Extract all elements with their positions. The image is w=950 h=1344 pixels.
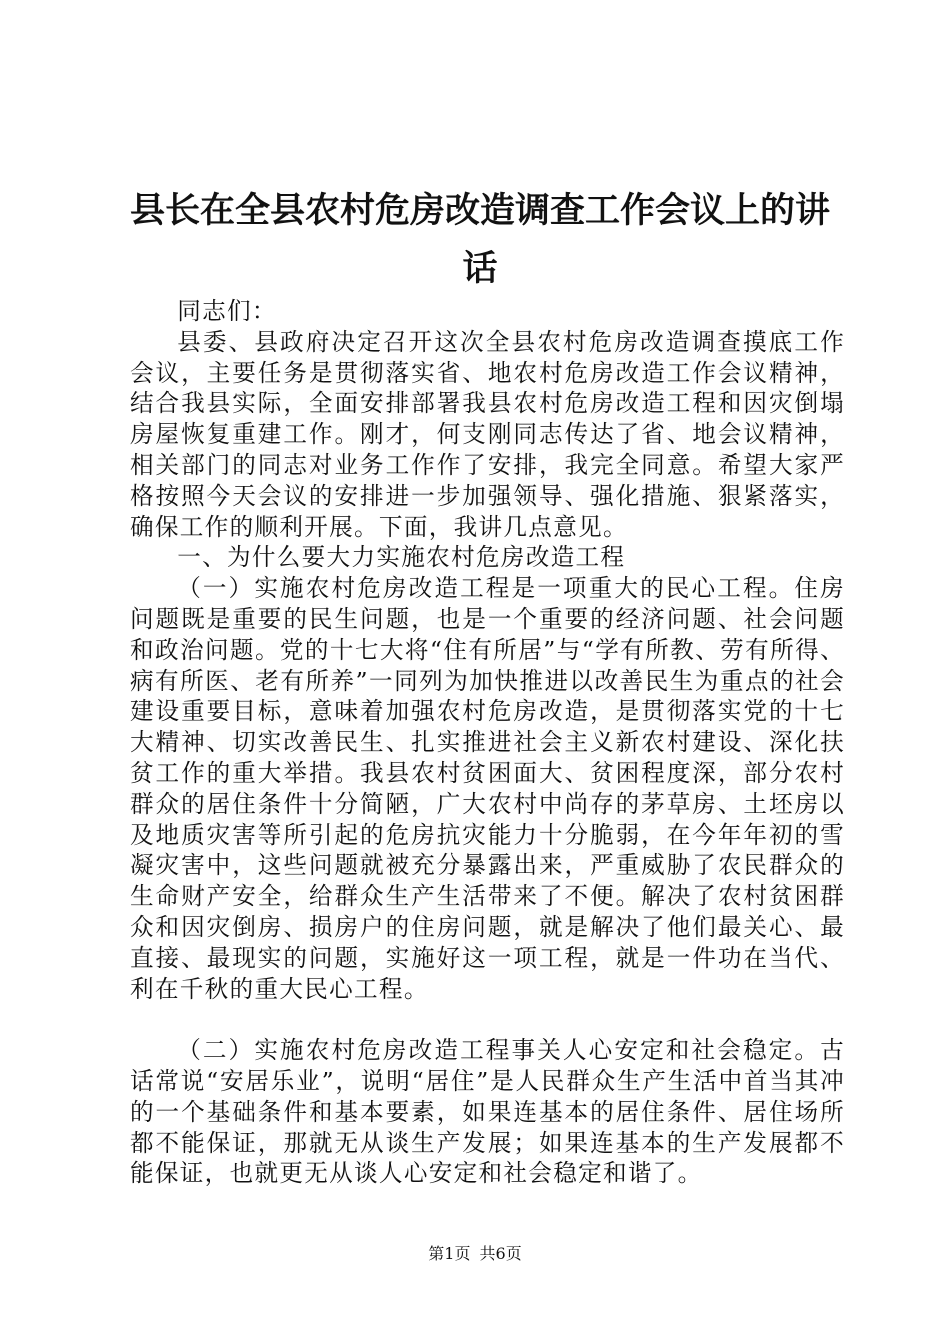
document-body <box>130 296 845 1189</box>
paragraph-intro: 县委、县政府决定召开这次全县农村危房改造调查摸底工作会议，主要任务是贯彻落实省、地农村危房改造工作会议精神，结合我县实际，全面安排部署我县农村危房改造工程和因灾倒塌房屋恢复重建工作。刚才，何支刚同志传达了省、地会议精神，相关部门的同志对业务工作作了安排，我完全同意。希望大家严格按照今天会议的安排进一步加强领导、强化措施、狠紧落实，确保工作的顺利开展。下面，我讲几点意见。 <box>130 327 845 541</box>
page-number-footer: 第1页 共6页 <box>428 1244 522 1263</box>
paragraph-section-1-2: （二）实施农村危房改造工程事关人心安定和社会稳定。古话常说“安居乐业”，说明“居住”是人民群众生产生活中首当其冲的一个基础条件和基本要素，如果连基本的居住条件、居住场所都不能保证，那就无从谈生产发展；如果连基本的生产发展都不能保证，也就更无从谈人心安定和社会稳定和谐了。 <box>130 1036 845 1188</box>
document-title: 县长在全县农村危房改造调查工作会议上的讲话 <box>129 190 830 289</box>
section-heading-1: 一、为什么要大力实施农村危房改造工程 <box>177 543 626 572</box>
salutation: 同志们： <box>177 297 277 325</box>
paragraph-section-1-1: （一）实施农村危房改造工程是一项重大的民心工程。住房问题既是重要的民生问题，也是一个重要的经济问题、社会问题和政治问题。党的十七大将“住有所居”与“学有所教、劳有所得、病有所医、老有所养”一同列为加快推进以改善民生为重点的社会建设重要目标，意味着加强农村危房改造，是贯彻落实党的十七大精神、切实改善民生、扎实推进社会主义新农村建设、深化扶贫工作的重大举措。我县农村贫困面大、贫困程度深，部分农村群众的居住条件十分简陋，广大农村中尚存的茅草房、土坯房以及地质灾害等所引起的危房抗灾能力十分脆弱，在今年年初的雪凝灾害中，这些问题就被充分暴露出来，严重威胁了农民群众的生命财产安全，给群众生产生活带来了不便。解决了农村贫困群众和因灾倒房、损房户的住房问题，就是解决了他们最关心、最直接、最现实的问题，实施好这一项工程，就是一件功在当代、利在千秋的重大民心工程。 <box>130 574 845 1003</box>
